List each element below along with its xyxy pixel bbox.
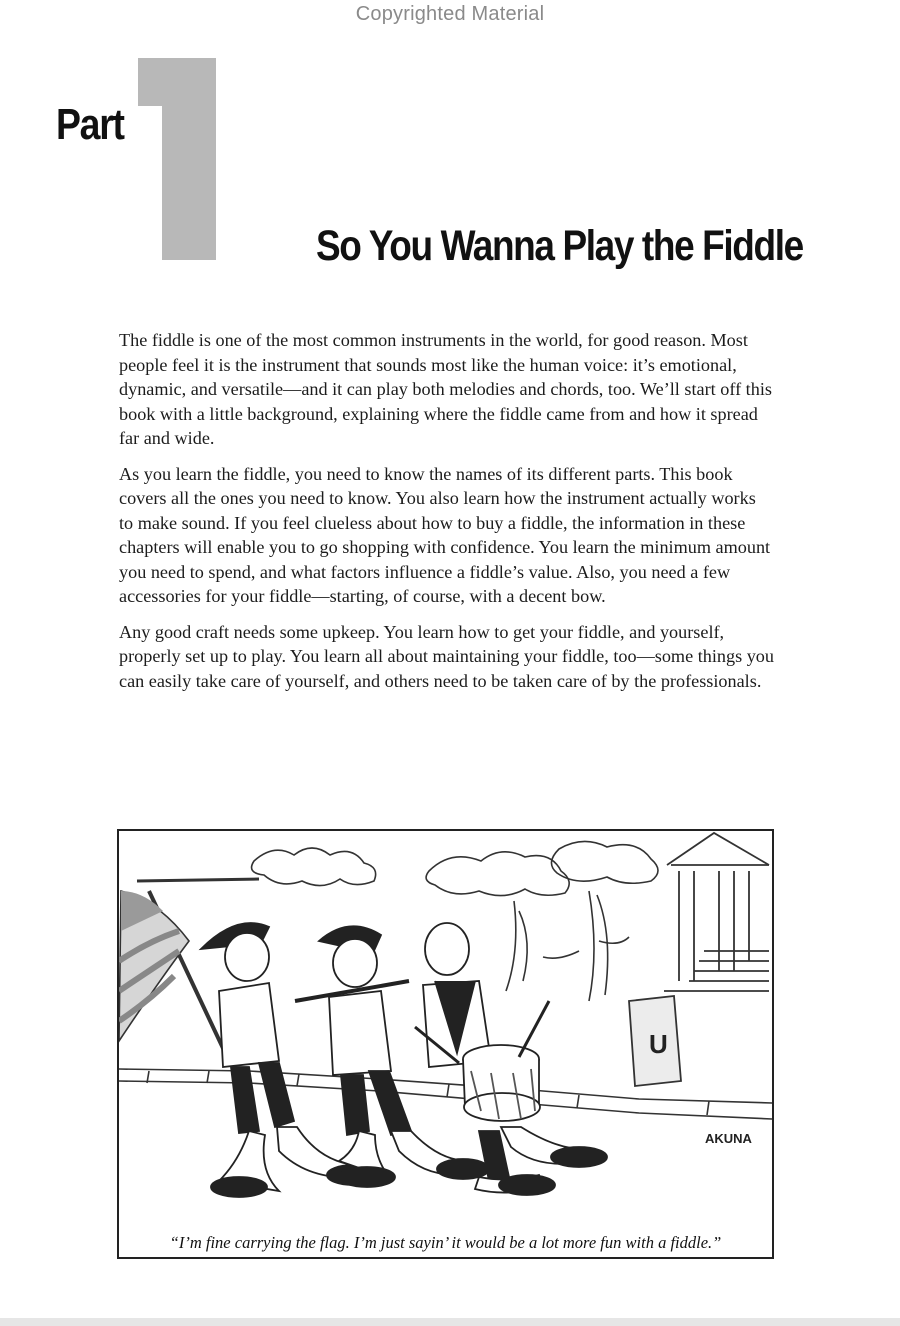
marcher-drummer [415, 923, 607, 1195]
part-number-graphic [138, 58, 216, 260]
part-label: Part [56, 100, 124, 149]
copyright-watermark: Copyrighted Material [355, 3, 545, 25]
paragraph-1: The fiddle is one of the most common instruments in the world, for good reason. Most people feel it is the instrument that sounds most like the human voice: it’s emotional, dynamic, and versatile—and it can play both melodies and chords, too. We’ll start off this book with a little background, explaining where the fiddle came from and how it spread far and wide. [119, 330, 772, 448]
bag-letter: U [649, 1029, 668, 1059]
part-title: So You Wanna Play the Fiddle [316, 222, 803, 270]
cartoon-illustration [117, 829, 774, 1259]
cartoon-drawing [119, 831, 772, 1257]
porch-drawing [664, 833, 769, 991]
paper-bag [629, 996, 681, 1086]
trees-drawing [252, 841, 658, 1001]
paragraph-3: Any good craft needs some upkeep. You learn how to get your fiddle, and yourself, properly set up to play. You learn all about maintaining your fiddle, too—some things you can easily take care of yourself, and others need to be taken care of by the professionals. [119, 621, 774, 691]
paragraph-2: As you learn the fiddle, you need to know the names of its different parts. This book covers all the ones you need to know. You also learn how the instrument actually works to make sound. If you feel clueless about how to buy a fiddle, the information in these chapters will enable you to go shopping with confidence. You learn the minimum amount you need to spend, and what factors influence a fiddle’s value. Also, you need a few accessories for your fiddle—starting, of course, with a decent bow. [119, 463, 771, 606]
page-bottom-edge [0, 1318, 900, 1326]
artist-signature: AKUNA [705, 1131, 752, 1146]
intro-text [119, 328, 774, 704]
cartoon-caption: “I’m fine carrying the flag. I’m just sayin’ it would be a lot more fun with a fiddle.” [169, 1233, 722, 1252]
part-number-shape [138, 58, 216, 260]
